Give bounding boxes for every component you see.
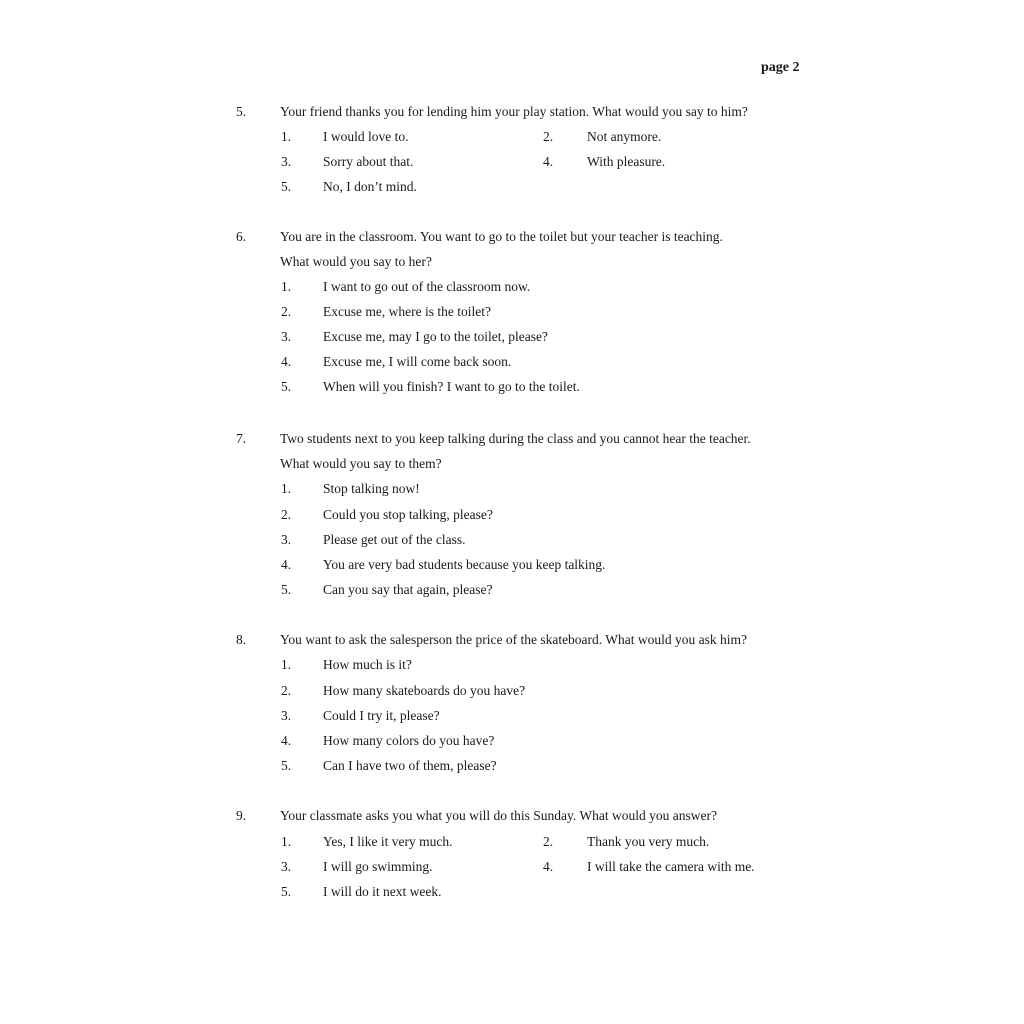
- option-number: 5.: [281, 884, 292, 899]
- option-text: With pleasure.: [587, 154, 666, 169]
- question-number: 8.: [236, 632, 247, 647]
- question-text: Your friend thanks you for lending him your play station. What would you say to him?: [280, 104, 748, 119]
- option-text: Can I have two of them, please?: [323, 758, 497, 773]
- option-text: No, I don’t mind.: [323, 179, 417, 194]
- option-number: 1.: [281, 129, 292, 144]
- option-number: 2.: [281, 304, 292, 319]
- question-text: Two students next to you keep talking during the class and you cannot hear the teacher.: [280, 431, 751, 446]
- option-text: I will take the camera with me.: [587, 859, 755, 874]
- option-text: I would love to.: [323, 129, 409, 144]
- question-text: What would you say to them?: [280, 456, 442, 471]
- option-text: Excuse me, I will come back soon.: [323, 354, 512, 369]
- question-text: Your classmate asks you what you will do this Sunday. What would you answer?: [280, 808, 717, 823]
- option-text: Could you stop talking, please?: [323, 507, 493, 522]
- option-number: 5.: [281, 179, 292, 194]
- option-text: I will do it next week.: [323, 884, 442, 899]
- option-text: Could I try it, please?: [323, 708, 440, 723]
- option-number: 3.: [281, 154, 292, 169]
- option-number: 1.: [281, 279, 292, 294]
- option-text: Sorry about that.: [323, 154, 414, 169]
- option-text: Please get out of the class.: [323, 532, 466, 547]
- option-text: Thank you very much.: [587, 834, 710, 849]
- question-text: You are in the classroom. You want to go to the toilet but your teacher is teaching.: [280, 229, 723, 244]
- option-text: Can you say that again, please?: [323, 582, 493, 597]
- option-number: 4.: [543, 859, 554, 874]
- option-number: 5.: [281, 582, 292, 597]
- option-text: Stop talking now!: [323, 481, 420, 496]
- option-number: 4.: [281, 557, 292, 572]
- question-number: 9.: [236, 808, 247, 823]
- option-text: I want to go out of the classroom now.: [323, 279, 531, 294]
- option-number: 2.: [281, 507, 292, 522]
- option-number: 2.: [543, 129, 554, 144]
- question-number: 5.: [236, 104, 247, 119]
- option-number: 1.: [281, 657, 292, 672]
- option-number: 3.: [281, 532, 292, 547]
- option-text: You are very bad students because you keep talking.: [323, 557, 606, 572]
- option-number: 4.: [281, 733, 292, 748]
- option-text: Yes, I like it very much.: [323, 834, 453, 849]
- option-number: 2.: [281, 683, 292, 698]
- question-text: You want to ask the salesperson the price of the skateboard. What would you ask him?: [280, 632, 748, 647]
- option-number: 2.: [543, 834, 554, 849]
- option-number: 3.: [281, 329, 292, 344]
- question-number: 7.: [236, 431, 247, 446]
- option-text: How many skateboards do you have?: [323, 683, 526, 698]
- option-number: 5.: [281, 379, 292, 394]
- option-text: Excuse me, where is the toilet?: [323, 304, 491, 319]
- option-number: 4.: [543, 154, 554, 169]
- option-number: 1.: [281, 481, 292, 496]
- option-number: 3.: [281, 859, 292, 874]
- question-number: 6.: [236, 229, 247, 244]
- page-label: page 2: [761, 60, 800, 75]
- option-text: How much is it?: [323, 657, 412, 672]
- option-text: Not anymore.: [587, 129, 662, 144]
- option-text: When will you finish? I want to go to the toilet.: [323, 379, 580, 394]
- option-number: 3.: [281, 708, 292, 723]
- option-number: 5.: [281, 758, 292, 773]
- option-number: 4.: [281, 354, 292, 369]
- option-text: Excuse me, may I go to the toilet, please?: [323, 329, 548, 344]
- question-text: What would you say to her?: [280, 254, 432, 269]
- option-text: How many colors do you have?: [323, 733, 495, 748]
- option-number: 1.: [281, 834, 292, 849]
- option-text: I will go swimming.: [323, 859, 433, 874]
